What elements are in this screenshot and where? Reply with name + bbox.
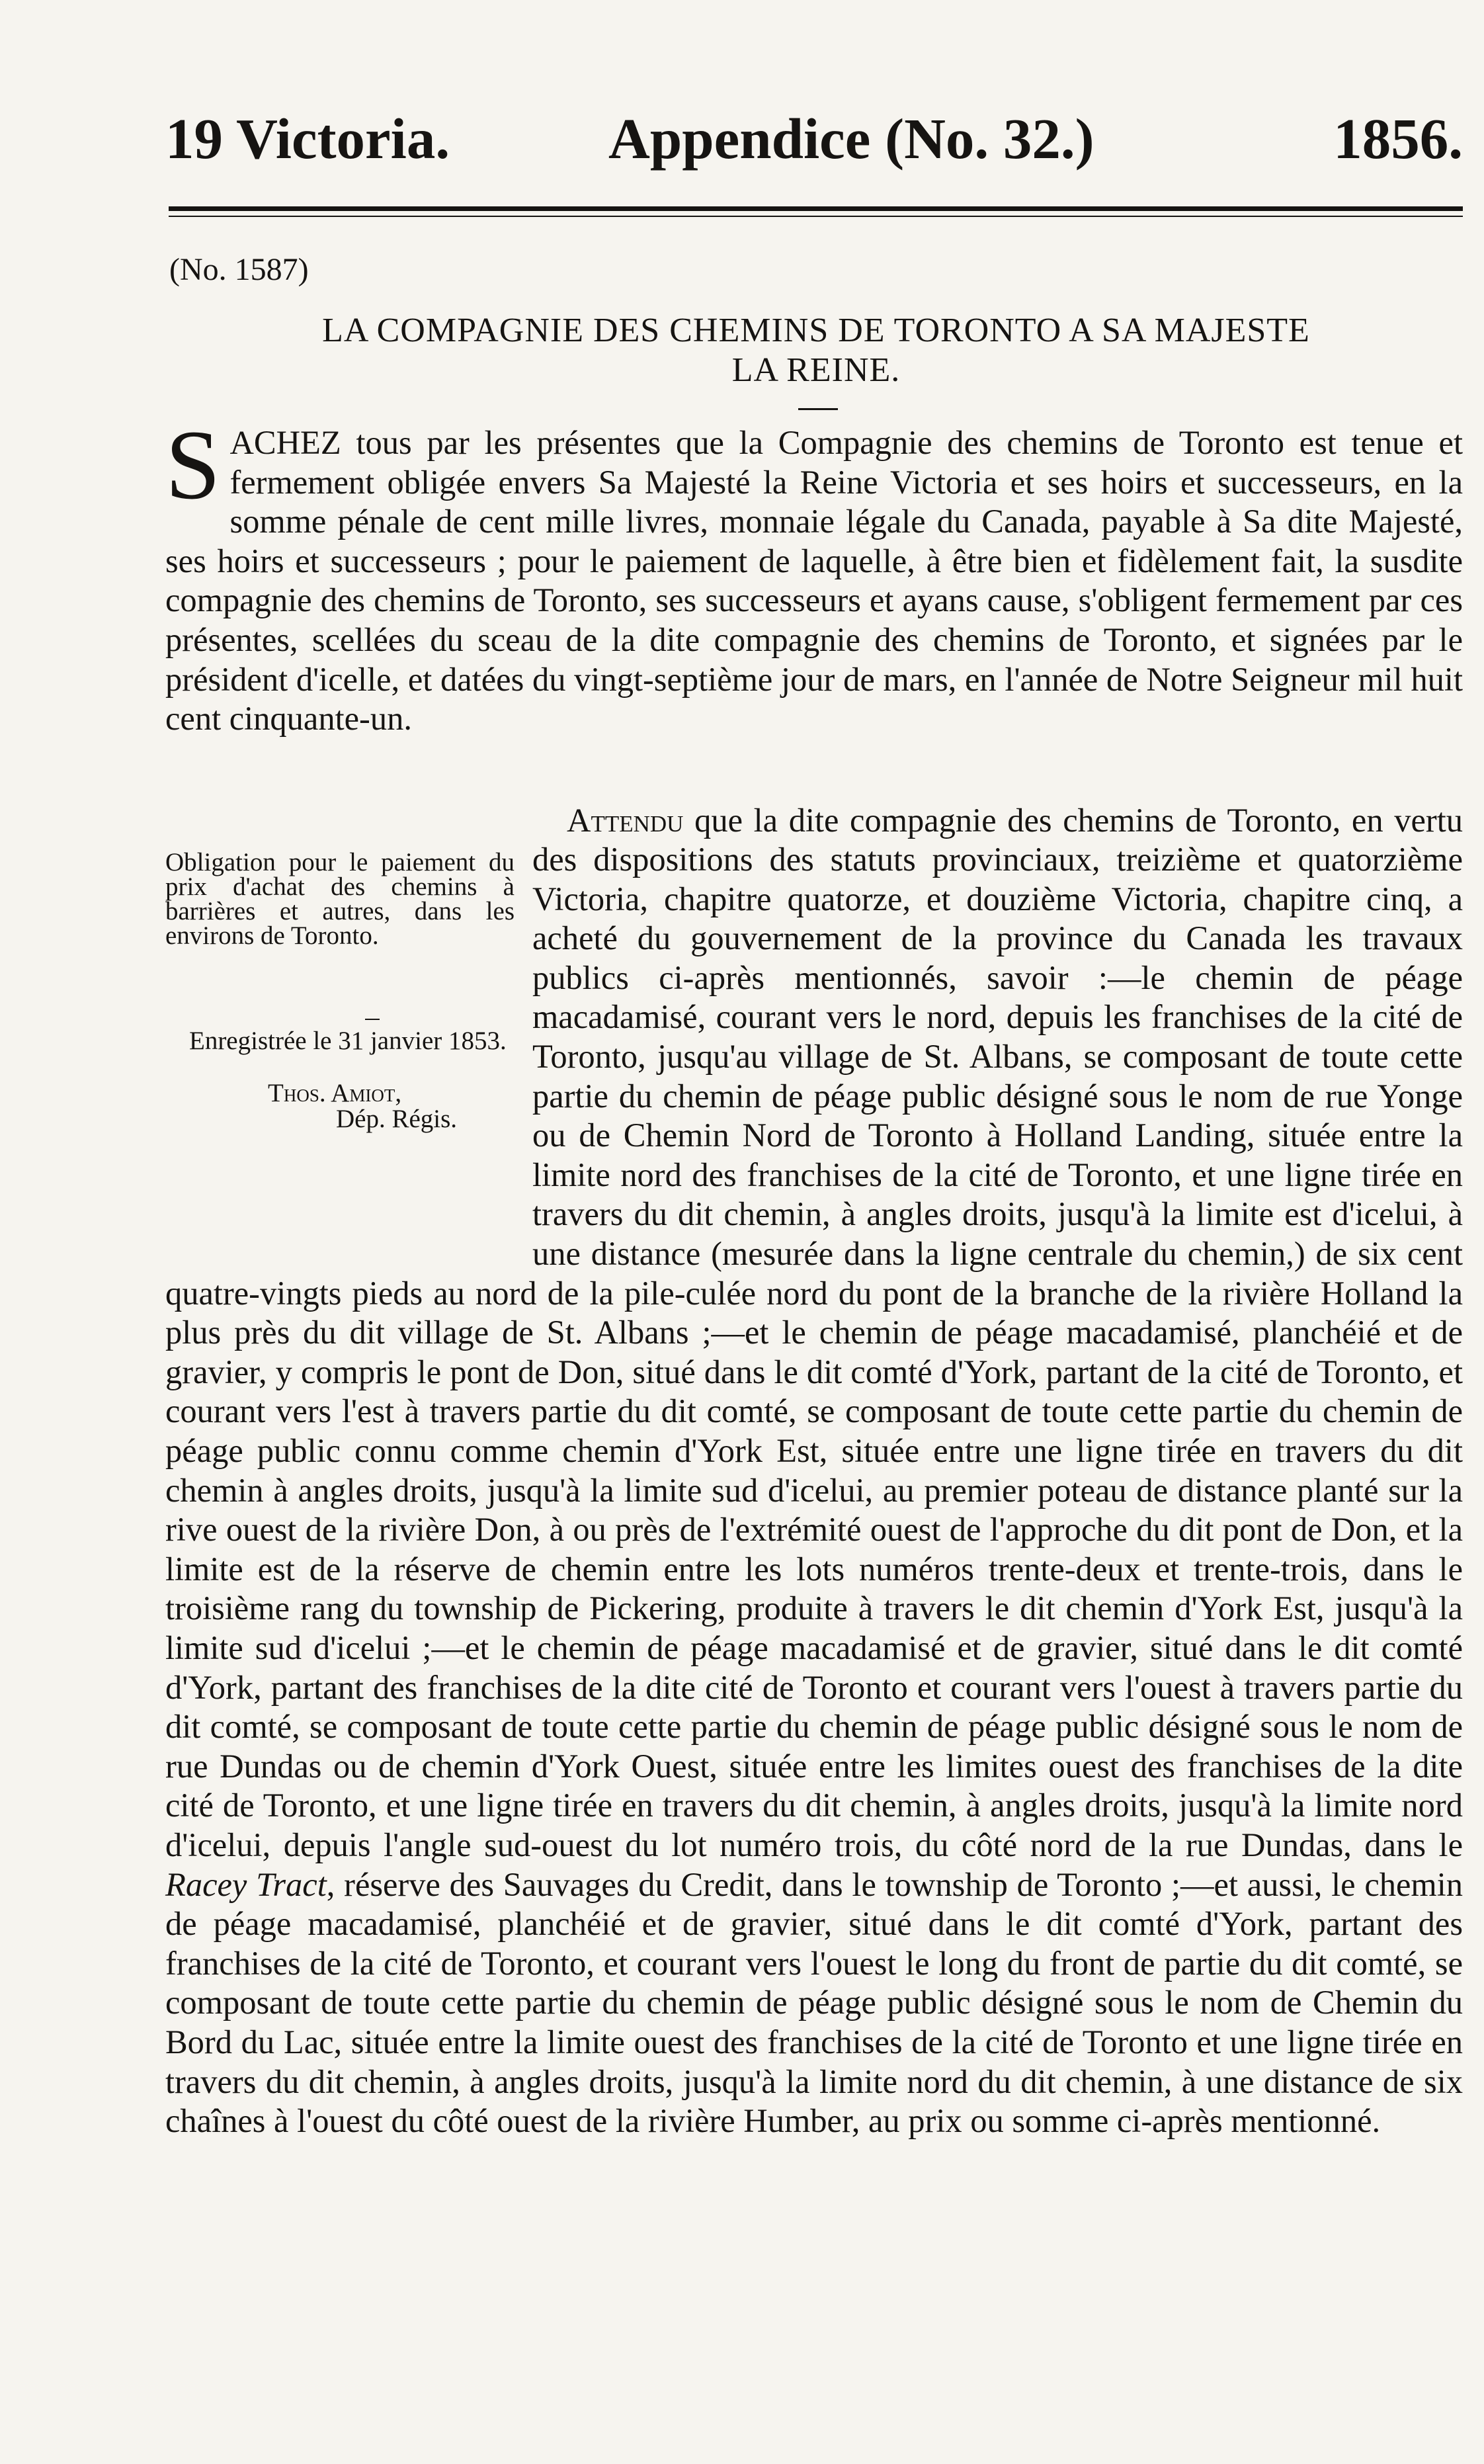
header-rule-thick	[169, 206, 1463, 211]
drop-cap: S	[165, 410, 221, 520]
paragraph-1	[165, 410, 1463, 739]
paragraph-2-text-b: , réserve des Sauvages du Credit, dans le township de Toronto ;—et aussi, le chemin de péage macadamisé, planchéié et de gravier, situé dans le dit comté d'York, partant des franchises de la cité de Toronto, et courant vers l'ouest le long du front de partie du dit comté, se composant de toute cette partie du chemin de péage public désigné sous le nom de Chemin du Bord du Lac, située entre la limite ouest des franchises de la cité de Toronto et une ligne tirée en travers du dit chemin, à angles droits, jusqu'à la limite nord du dit chemin, à une distance de six chaînes à l'ouest du côté ouest de la rivière Humber, au prix ou somme ci-après mentionné.	[165, 1865, 1463, 2140]
header-year: 1856.	[1333, 106, 1463, 171]
header-appendix: Appendice (No. 32.)	[608, 106, 1094, 171]
paragraph-2	[165, 767, 1463, 2174]
title-line-2: LA REINE.	[731, 351, 901, 389]
header-rule-thin	[169, 216, 1463, 217]
title-dash	[798, 408, 838, 410]
paragraph-2-text-a: que la dite compagnie des chemins de Toronto, en vertu des dispositions des statuts provinciaux, treizième et quatorzième Victoria, chapitre quatorze, et douzième Victoria, chapitre cinq, a acheté du gouvernement de la province du Canada les travaux publics ci-après mentionnés, savoir :—le chemin de péage macadamisé, courant vers le nord, depuis les franchises de la cité de Toronto, jusqu'au village de St. Albans, se composant de toute cette partie du chemin de péage public désigné sous le nom de rue Yonge ou de Chemin Nord de Toronto à Holland Landing, située entre la limite nord des franchises de la cité de Toronto, et une ligne tirée en travers du dit chemin, à angles droits, jusqu'à la limite est d'icelui, à une distance (mesurée dans la ligne centrale du chemin,) de six cent quatre-vingts pieds au nord de la pile-culée nord du pont de la branche de la rivière Holland la plus près du dit village de St. Albans ;—et le chemin de péage macadamisé, planchéié et de gravier, y compris le pont de Don, situé dans le dit comté d'York, partant de la cité de Toronto, et courant vers l'est à travers partie du dit comté, se composant de toute cette partie du chemin de péage public connu comme chemin d'York Est, située entre une ligne tirée en travers du dit chemin à angles droits, jusqu'à la limite sud d'icelui, au premier poteau de distance planté sur la rive ouest de la rivière Don, à ou près de l'extrémité ouest de l'approche du dit pont de Don, et la limite est de la réserve de chemin entre les lots numéros trente-deux et trente-trois, dans le troisième rang du township de Pickering, produite à travers le dit chemin d'York Est, jusqu'à la limite sud d'icelui ;—et le chemin de péage macadamisé et de gravier, situé dans le dit comté d'York, partant des franchises de la dite cité de Toronto et courant vers l'ouest à travers partie du dit comté, se composant de toute cette partie du chemin de péage public désigné sous le nom de rue Dundas ou de chemin d'York Ouest, située entre les limites ouest des franchises de la dite cité de Toronto, et une ligne tirée en travers du dit chemin, à angles droits, jusqu'à la limite nord d'icelui, depuis l'angle sud-ouest du lot numéro trois, du côté nord de la rue Dundas, dans le	[165, 801, 1463, 1863]
margin-note-obligation: Obligation pour le paiement du prix d'achat des chemins à barrières et autres, dans les environs de Toronto.	[165, 848, 515, 950]
margin-note-dash	[365, 1019, 380, 1020]
running-header	[165, 99, 1463, 179]
margin-note-signature-title: Dép. Régis.	[336, 1105, 458, 1133]
title-line-1: LA COMPAGNIE DES CHEMINS DE TORONTO A SA MAJESTE	[322, 312, 1310, 349]
document-title	[169, 311, 1463, 390]
racey-tract: Racey Tract	[165, 1865, 327, 1903]
header-regnal-year: 19 Victoria.	[165, 106, 450, 171]
document-number: (No. 1587)	[169, 252, 309, 287]
paragraph-1-text: ACHEZ tous par les présentes que la Compagnie des chemins de Toronto est tenue et fermement obligée envers Sa Majesté la Reine Victoria et ses hoirs et successeurs, en la somme pénale de cent mille livres, monnaie légale du Canada, payable à Sa dite Majesté, ses hoirs et successeurs ; pour le paiement de laquelle, à être bien et fidèlement fait, la susdite compagnie des chemins de Toronto, ses successeurs et ayans cause, s'obligent fermement par ces présentes, scellées du sceau de la dite compagnie des chemins de Toronto, et signées par le président d'icelle, et datées du vingt-septième jour de mars, en l'année de Notre Seigneur mil huit cent cinquante-un.	[165, 424, 1463, 738]
margin-note-signature-name: Thos. Amiot,	[268, 1079, 402, 1107]
paragraph-2-lead: Attendu	[567, 801, 684, 839]
margin-note-registration: Enregistrée le 31 janvier 1853.	[189, 1027, 507, 1055]
